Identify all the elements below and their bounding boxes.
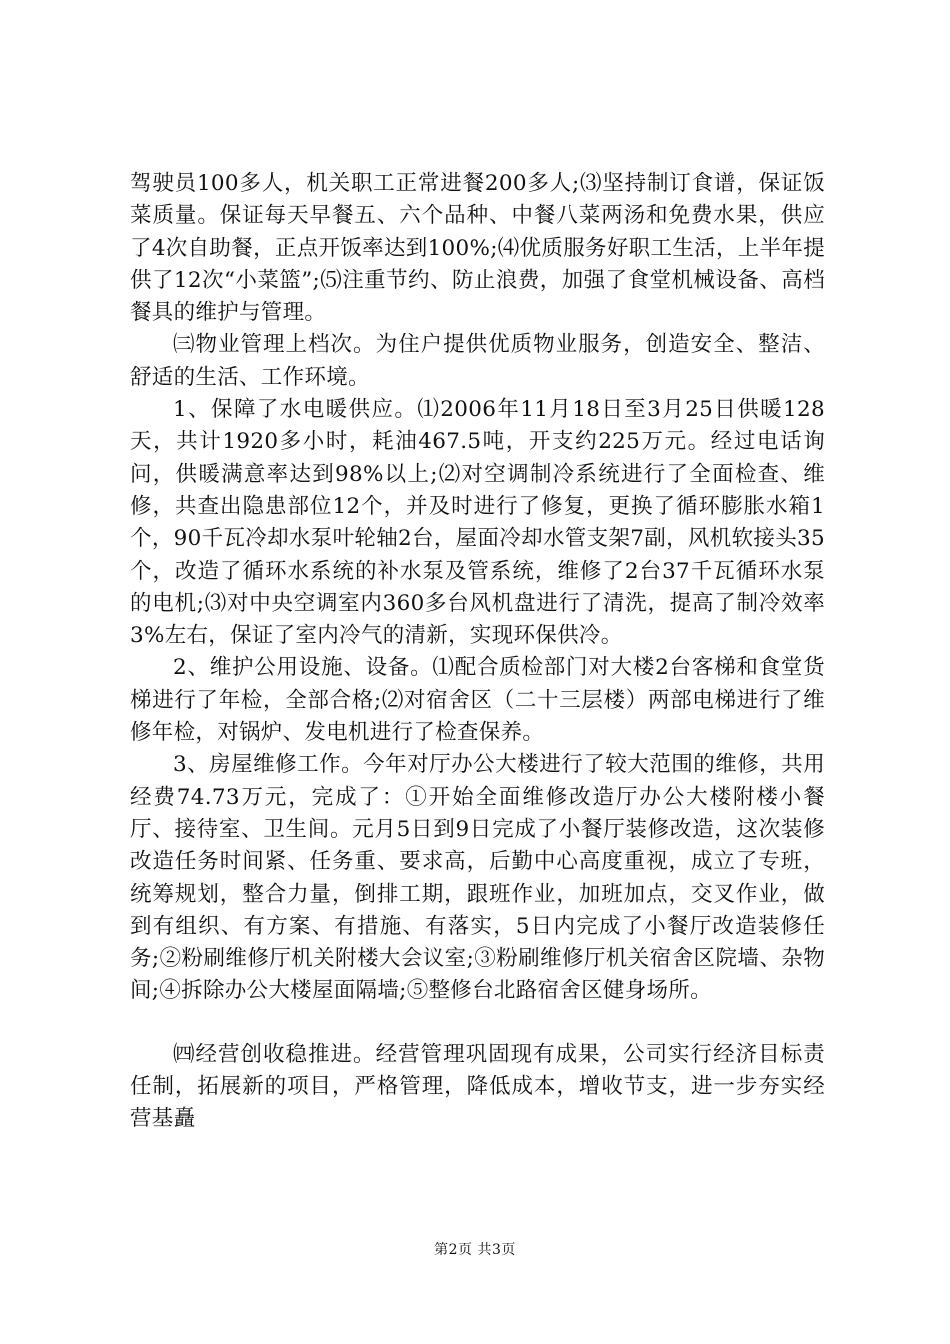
paragraph-building-repair: 3、房屋维修工作。今年对厅办公大楼进行了较大范围的维修，共用经费74.73万元，完成了：①开始全面维修改造厅办公大楼附楼小餐厅、接待室、卫生间。元月5日到9日完成了小餐厅装修改造，这次装修改造任务时间紧、任务重、要求高，后勤中心高度重视，成立了专班，统筹规划，整合力量，倒排工期，跟班作业，加班加点，交叉作业，做到有组织、有方案、有措施、有落实，5日内完成了小餐厅改造装修任务;②粉刷维修厅机关附楼大会议室;③粉刷维修厅机关宿舍区院墙、杂物间;④拆除办公大楼屋面隔墙;⑤整修台北路宿舍区健身场所。: [130, 752, 825, 1004]
paragraph-property-management-heading: ㈢物业管理上档次。为住户提供优质物业服务，创造安全、整洁、舒适的生活、工作环境。: [130, 332, 825, 390]
paragraph-utilities-supply: 1、保障了水电暖供应。⑴2006年11月18日至3月25日供暖128天，共计1920多小时，耗油467.5吨，开支约225万元。经过电话询问，供暖满意率达到98%以上;⑵对空调制冷系统进行了全面检查、维修，共查出隐患部位12个，并及时进行了修复，更换了循环膨胀水箱1个，90千瓦冷却水泵叶轮轴2台，屋面冷却水管支架7副，风机软接头35个，改造了循环水系统的补水泵及管系统，维修了2台37千瓦循环水泵的电机;⑶对中央空调室内360多台风机盘进行了清洗，提高了制冷效率3%左右，保证了室内冷气的清新，实现环保供冷。: [130, 397, 825, 649]
page-footer: 第2页 共3页: [434, 1242, 516, 1258]
paragraph-canteen-continued: 驾驶员100多人，机关职工正常进餐200多人;⑶坚持制订食谱，保证饭菜质量。保证每天早餐五、六个品种、中餐八菜两汤和免费水果，供应了4次自助餐，正点开饭率达到100%;⑷优质服务好职工生活，上半年提供了12次“小菜篮”;⑸注重节约、防止浪费，加强了食堂机械设备、高档餐具的维护与管理。: [130, 171, 825, 326]
paragraph-public-facilities: 2、维护公用设施、设备。⑴配合质检部门对大楼2台客梯和食堂货梯进行了年检，全部合格;⑵对宿舍区（二十三层楼）两部电梯进行了维修年检，对锅炉、发电机进行了检查保养。: [130, 655, 825, 746]
document-body: [130, 168, 825, 1136]
paragraph-business-revenue: ㈣经营创收稳推进。经营管理巩固现有成果，公司实行经济目标责任制，拓展新的项目，严格管理，降低成本，增收节支，进一步夯实经营基矗: [130, 1041, 825, 1132]
